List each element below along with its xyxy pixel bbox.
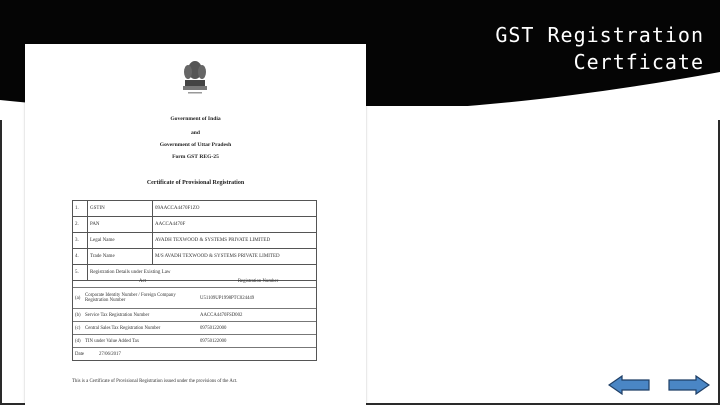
slide-title-line1: GST Registration bbox=[495, 23, 704, 47]
row-value: M/S AVADH TEXWOOD & SYSTEMS PRIVATE LIMITED bbox=[153, 249, 317, 265]
registration-table bbox=[72, 200, 317, 281]
row-value: U51109UP1998PTC024449 bbox=[200, 295, 255, 301]
previous-arrow-button[interactable] bbox=[608, 375, 650, 395]
doc-heading-3: Government of Uttar Pradesh bbox=[159, 142, 232, 148]
certificate-footer: This is a Certificate of Provisional Registration issued under the provisions of the Act. bbox=[72, 379, 238, 384]
row-value: 09750122000 bbox=[200, 338, 227, 344]
certificate-title: Certificate of Provisional Registration bbox=[146, 180, 245, 186]
row-num: (d) bbox=[75, 338, 81, 344]
date-value: 27/06/2017 bbox=[99, 351, 121, 357]
date-row bbox=[73, 348, 316, 360]
row-num: (c) bbox=[75, 325, 81, 331]
row-value: AACCA4470F bbox=[153, 217, 317, 233]
row-num: 4. bbox=[73, 249, 88, 265]
row-value: AVADH TEXWOOD & SYSTEMS PRIVATE LIMITED bbox=[153, 233, 317, 249]
doc-heading-1: Government of India bbox=[170, 116, 221, 122]
row-label: Legal Name bbox=[88, 233, 153, 249]
table-row bbox=[73, 201, 317, 217]
table-row bbox=[73, 249, 317, 265]
sub-header-row bbox=[73, 275, 316, 288]
table-row bbox=[73, 217, 317, 233]
table-row bbox=[73, 322, 316, 335]
slide-title-line2: Certficate bbox=[573, 50, 704, 74]
row-num: 3. bbox=[73, 233, 88, 249]
doc-heading-2: and bbox=[190, 130, 201, 136]
row-label: PAN bbox=[88, 217, 153, 233]
row-value: 09AACCA4470F1ZO bbox=[153, 201, 317, 217]
date-label: Date bbox=[75, 351, 85, 357]
row-label: Service Tax Registration Number bbox=[85, 312, 150, 318]
row-label: GSTIN bbox=[88, 201, 153, 217]
table-row bbox=[73, 233, 317, 249]
row-label: TIN under Value Added Tax bbox=[85, 338, 140, 344]
row-value: 09750122000 bbox=[200, 325, 227, 331]
certificate-image bbox=[25, 44, 366, 405]
row-label: Central Sales Tax Registration Number bbox=[85, 325, 161, 331]
table-row bbox=[73, 309, 316, 322]
row-label: Trade Name bbox=[88, 249, 153, 265]
national-emblem-icon bbox=[180, 56, 210, 104]
row-num: (b) bbox=[75, 312, 81, 318]
row-num: 2. bbox=[73, 217, 88, 233]
table-row bbox=[73, 335, 316, 348]
table-row bbox=[73, 288, 316, 309]
row-num: 1. bbox=[73, 201, 88, 217]
act-header: Act bbox=[139, 278, 146, 284]
next-arrow-button[interactable] bbox=[668, 375, 710, 395]
row-label: Corporate Identity Number / Foreign Company Registration Number bbox=[85, 293, 176, 303]
row-num: (a) bbox=[75, 295, 81, 301]
row-value: AACCA4470FSD002 bbox=[200, 312, 243, 318]
slide-title bbox=[344, 22, 704, 76]
row-num: 5. bbox=[73, 265, 88, 281]
row-label: Registration Details under Existing Law bbox=[88, 265, 317, 281]
reg-no-header: Registration Number bbox=[237, 278, 279, 284]
doc-heading-4: Form GST REG-25 bbox=[172, 154, 219, 160]
existing-law-table bbox=[72, 275, 317, 361]
